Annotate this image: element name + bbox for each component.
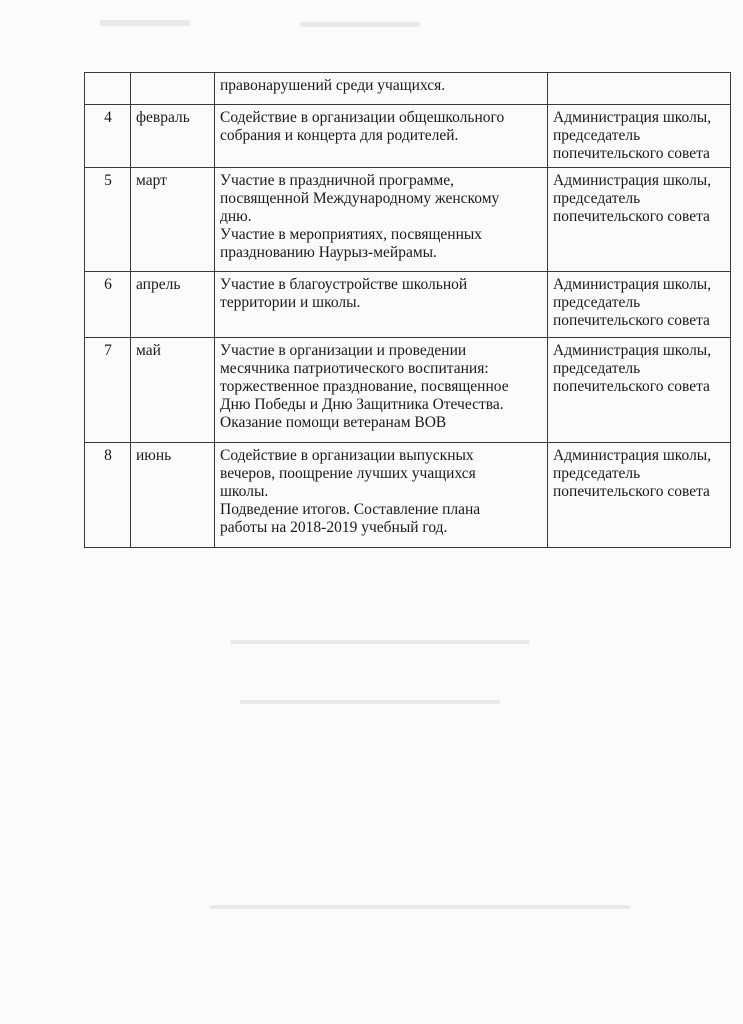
activity-text: Участие в благоустройстве школьной территории и школы.	[220, 276, 468, 311]
activity-text: Содействие в организации выпускных вечеров, поощрение лучших учащихся школы. Подведение итогов. Составление плана работы на 2018-2019 учебный год.	[220, 447, 481, 536]
row-activity	[215, 73, 548, 105]
responsible-text: Администрация школы, председатель попечительского совета	[553, 172, 712, 225]
row-month: апрель	[131, 272, 215, 338]
activity-text: Участие в праздничной программе, посвященной Международному женскому дню. Участие в мероприятиях, посвященных празднованию Наурыз-мейрамы.	[220, 172, 500, 261]
table-row	[85, 272, 731, 338]
row-activity	[215, 338, 548, 443]
activity-text: Содействие в организации общешкольного собрания и концерта для родителей.	[220, 109, 505, 144]
table-row	[85, 443, 731, 548]
row-responsible	[548, 272, 731, 338]
row-month: май	[131, 338, 215, 443]
row-month: июнь	[131, 443, 215, 548]
row-number: 7	[85, 338, 131, 443]
row-activity	[215, 443, 548, 548]
row-number	[85, 73, 131, 105]
responsible-text: Администрация школы, председатель попечительского совета	[553, 276, 712, 329]
table-row	[85, 168, 731, 272]
row-responsible	[548, 443, 731, 548]
row-responsible	[548, 105, 731, 168]
row-responsible	[548, 168, 731, 272]
row-activity	[215, 105, 548, 168]
row-responsible	[548, 338, 731, 443]
row-month: февраль	[131, 105, 215, 168]
row-activity	[215, 272, 548, 338]
row-number: 4	[85, 105, 131, 168]
responsible-text: Администрация школы, председатель попечительского совета	[553, 109, 712, 162]
row-activity	[215, 168, 548, 272]
row-number: 5	[85, 168, 131, 272]
table-row	[85, 338, 731, 443]
scan-artifact	[230, 640, 530, 644]
row-month: март	[131, 168, 215, 272]
row-responsible	[548, 73, 731, 105]
table-row	[85, 73, 731, 105]
responsible-text: Администрация школы, председатель попечительского совета	[553, 342, 712, 395]
activity-text: правонарушений среди учащихся.	[220, 77, 446, 94]
scan-artifact	[300, 22, 420, 27]
activity-plan-table	[84, 72, 731, 548]
scan-artifact	[240, 700, 500, 704]
scan-artifact	[210, 905, 630, 909]
table-row	[85, 105, 731, 168]
responsible-text: Администрация школы, председатель попечительского совета	[553, 447, 712, 500]
activity-text: Участие в организации и проведении месячника патриотического воспитания: торжественное празднование, посвященное Дню Победы и Дню Защитника Отечества. Оказание помощи ветеранам ВОВ	[220, 342, 509, 431]
row-month	[131, 73, 215, 105]
scan-artifact	[100, 20, 190, 26]
row-number: 6	[85, 272, 131, 338]
row-number: 8	[85, 443, 131, 548]
